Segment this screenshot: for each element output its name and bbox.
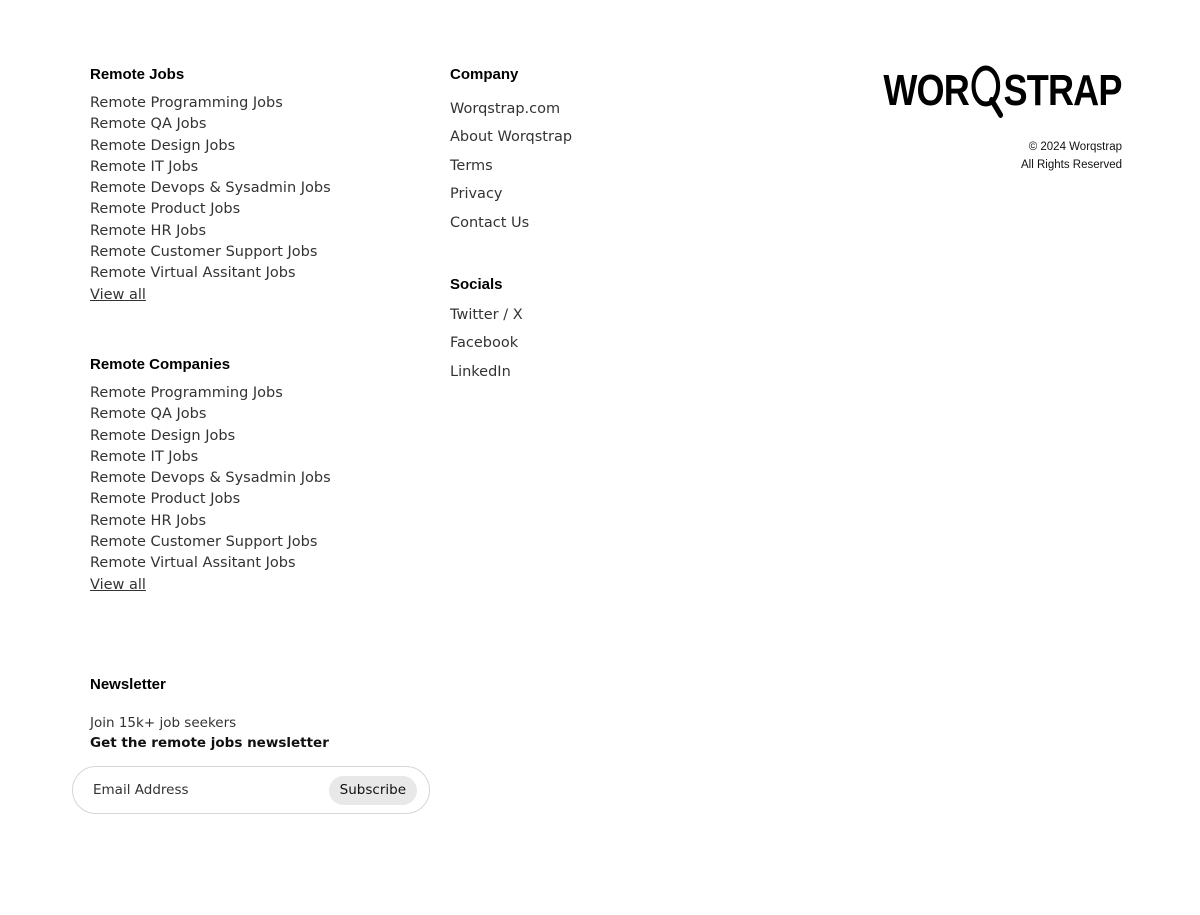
remote-jobs-link[interactable]: Remote Design Jobs <box>90 137 236 154</box>
magnifier-q-icon <box>970 64 1003 118</box>
remote-jobs-link[interactable]: Remote Devops & Sysadmin Jobs <box>90 180 331 197</box>
logo-text-right: STRAP <box>1003 66 1122 115</box>
email-input[interactable] <box>93 782 313 798</box>
remote-jobs-link[interactable]: Remote HR Jobs <box>90 222 207 239</box>
company-heading: Company <box>450 66 519 83</box>
socials-heading: Socials <box>450 276 503 293</box>
remote-jobs-link[interactable]: Remote QA Jobs <box>90 116 207 133</box>
company-section <box>450 66 572 237</box>
remote-companies-link[interactable]: Remote HR Jobs <box>90 512 207 529</box>
remote-companies-view-all-link[interactable]: View all <box>90 576 146 593</box>
socials-link-facebook[interactable]: Facebook <box>450 335 519 352</box>
newsletter-form <box>72 766 430 814</box>
rights-text: All Rights Reserved <box>1021 159 1122 171</box>
socials-section <box>450 276 523 386</box>
remote-jobs-link[interactable]: Remote Customer Support Jobs <box>90 244 318 261</box>
remote-companies-link[interactable]: Remote Programming Jobs <box>90 385 283 401</box>
newsletter-heading: Newsletter <box>90 676 166 693</box>
remote-companies-link[interactable]: Remote QA Jobs <box>90 406 207 423</box>
remote-jobs-link[interactable]: Remote Product Jobs <box>90 201 241 218</box>
remote-companies-link[interactable]: Remote Design Jobs <box>90 427 236 444</box>
company-link-about[interactable]: About Worqstrap <box>450 129 573 146</box>
socials-link-twitter[interactable]: Twitter / X <box>450 307 523 323</box>
newsletter-title: Get the remote jobs newsletter <box>90 735 329 751</box>
remote-companies-heading: Remote Companies <box>90 356 231 373</box>
remote-companies-link[interactable]: Remote IT Jobs <box>90 448 199 465</box>
remote-jobs-link[interactable]: Remote IT Jobs <box>90 158 199 175</box>
remote-companies-link[interactable]: Remote Product Jobs <box>90 491 241 508</box>
remote-companies-link[interactable]: Remote Customer Support Jobs <box>90 534 318 551</box>
newsletter-subtitle: Join 15k+ job seekers <box>90 715 237 731</box>
subscribe-button[interactable]: Subscribe <box>329 776 417 805</box>
remote-jobs-link[interactable]: Remote Programming Jobs <box>90 95 283 111</box>
remote-jobs-heading: Remote Jobs <box>90 66 185 83</box>
logo-text-left: WOR <box>883 66 970 115</box>
company-link-terms[interactable]: Terms <box>450 157 493 174</box>
remote-jobs-view-all-link[interactable]: View all <box>90 286 146 303</box>
remote-companies-link[interactable]: Remote Devops & Sysadmin Jobs <box>90 470 331 487</box>
copyright-text: © 2024 Worqstrap <box>1028 141 1122 153</box>
remote-jobs-link[interactable]: Remote Virtual Assitant Jobs <box>90 265 296 282</box>
remote-companies-section <box>90 356 331 596</box>
company-link-privacy[interactable]: Privacy <box>450 186 503 203</box>
worqstrap-logo[interactable] <box>884 64 1122 118</box>
company-link-worqstrap-com[interactable]: Worqstrap.com <box>450 101 561 117</box>
newsletter-section <box>90 676 329 753</box>
company-link-contact[interactable]: Contact Us <box>450 214 530 231</box>
socials-link-linkedin[interactable]: LinkedIn <box>450 363 511 380</box>
brand-block <box>831 64 1122 174</box>
remote-companies-link[interactable]: Remote Virtual Assitant Jobs <box>90 555 296 572</box>
remote-jobs-section <box>90 66 331 306</box>
